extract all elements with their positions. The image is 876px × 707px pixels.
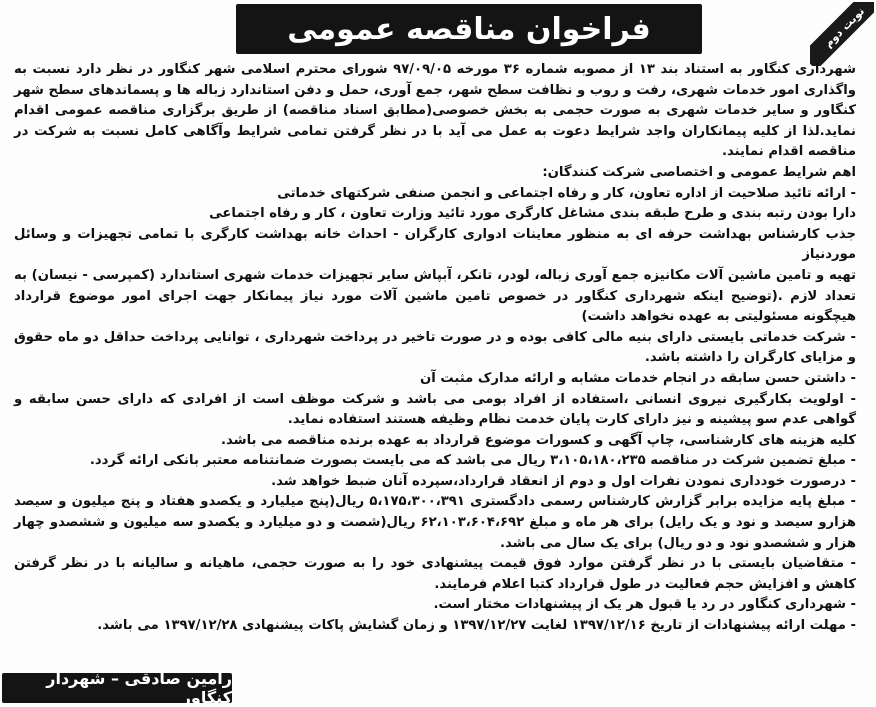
intro-paragraph: شهرداری کنگاور به استناد بند ۱۳ از مصوبه شماره ۳۶ مورخه ۹۷/۰۹/۰۵ شورای محترم اسلامی شهر کنگاور در نظر دارد نسبت به واگذاری امور خدمات شهری، رفت و روب و نظافت سطح شهر، جمع آوری، حمل و دفن استاندارد زباله ها و پسماندهای سطح شهر کنگاور و سایر خدمات شهری به صورت حجمی به بخش خصوصی(مطابق اسناد مناقصه) از طریق برگزاری مناقصه عمومی اقدام نماید.لذا از کلیه پیمانکاران واجد شرایط دعوت به عمل می آید با در نظر گرفتن تمامی شرایط وآگاهی کامل نسبت به شرکت در مناقصه اقدام نمایند.: [14, 62, 856, 160]
conditions-heading: اهم شرایط عمومی و اختصاصی شرکت کنندگان:: [542, 164, 856, 180]
signature-text: رامین صادقی – شهردار کنگاور: [46, 669, 232, 707]
condition-item: - درصورت خودداری نمودن نفرات اول و دوم از انعقاد قرارداد،سپرده آنان ضبط خواهد شد.: [271, 473, 856, 489]
condition-item: - شهرداری کنگاور در رد یا قبول هر یک از پیشنهادات مختار است.: [433, 597, 856, 613]
condition-item: - شرکت خدماتی بایستی دارای بنیه مالی کافی بوده و در صورت تاخیر در پرداخت شهرداری ، توانایی پرداخت حداقل دو ماه حقوق و مزایای کارگران را داشته باشد.: [14, 329, 856, 366]
condition-item: - متقاضیان بایستی با در نظر گرفتن موارد فوق قیمت پیشنهادی خود را به صورت حجمی، ماهیانه و سالیانه با در نظر گرفتن کاهش و افزایش حجم فعالیت در طول قرارداد کتبا اعلام فرمایند.: [14, 556, 856, 592]
condition-item: - اولویت بکارگیری نیروی انسانی ،استفاده از افراد بومی می باشد و شرکت موظف است از افرادی که دارای حسن سابقه و گواهی عدم سو پیشینه و نیز دارای کارت پایان خدمت نظام وظیفه هستند استفاده نماید.: [14, 391, 856, 428]
badge-label: نوبت دوم: [810, 2, 874, 66]
condition-item: - مهلت ارائه پیشنهادات از تاریخ ۱۳۹۷/۱۲/۱۶ لغایت ۱۳۹۷/۱۲/۲۷ و زمان گشایش پاکات پیشنهادی ۱۳۹۷/۱۲/۲۸ می باشد.: [97, 618, 856, 634]
condition-item: - مبلغ تضمین شرکت در مناقصه ۳،۱۰۵،۱۸۰،۲۳۵ ریال می باشد که می بایست بصورت ضمانتنامه معتبر بانکی ارائه گردد.: [89, 453, 856, 469]
corner-badge: [810, 2, 874, 66]
notice-title: فراخوان مناقصه عمومی: [287, 11, 651, 47]
condition-item: - مبلغ پایه مزایده برابر گزارش کارشناس رسمی دادگستری ۵،۱۷۵،۳۰۰،۳۹۱ ریال(پنج میلیارد و یکصدو هفتاد و پنج میلیون و سیصد هزارو سیصد و نود و یک رایل) برای هر ماه و مبلغ ۶۲،۱۰۳،۶۰۴،۶۹۲ ریال(شصت و دو میلیارد و یکصدو سه میلیون و ششصدو چهار هزار و ششصدو نود و دو ریال) برای یک سال می باشد.: [14, 494, 856, 551]
notice-body: [14, 60, 856, 637]
condition-item: کلیه هزینه های کارشناسی، چاپ آگهی و کسورات موضوع قرارداد به عهده برنده مناقصه می باشد.: [220, 432, 856, 448]
condition-item: - داشتن حسن سابقه در انجام خدمات مشابه و ارائه مدارک مثبت آن: [420, 370, 856, 386]
condition-item: جذب کارشناس بهداشت حرفه ای به منظور معاینات ادواری کارگران - احداث خانه بهداشت کارگری با تمامی تجهیزات و وسائل موردنیاز: [14, 226, 856, 263]
notice-title-bar: [236, 4, 702, 54]
signature-bar: [2, 669, 232, 707]
condition-item: دارا بودن رتبه بندی و طرح طبقه بندی مشاغل کارگری مورد تائید وزارت تعاون ، کار و رفاه اجتماعی: [209, 206, 856, 222]
condition-item: - ارائه تائید صلاحیت از اداره تعاون، کار و رفاه اجتماعی و انجمن صنفی شرکتهای خدماتی: [277, 185, 856, 201]
condition-item: تهیه و تامین ماشین آلات مکانیزه جمع آوری زباله، لودر، تانکر، آبپاش سایر تجهیزات خدمات شهری استاندارد (کمپرسی - نیسان) به تعداد لازم .(توضیح اینکه شهرداری کنگاور در خصوص تامین ماشین آلات مورد نیاز پیمانکار جهت اجرای امور موضوع قرارداد هیچگونه مسئولیتی به عهده نخواهد داشت): [14, 267, 856, 325]
